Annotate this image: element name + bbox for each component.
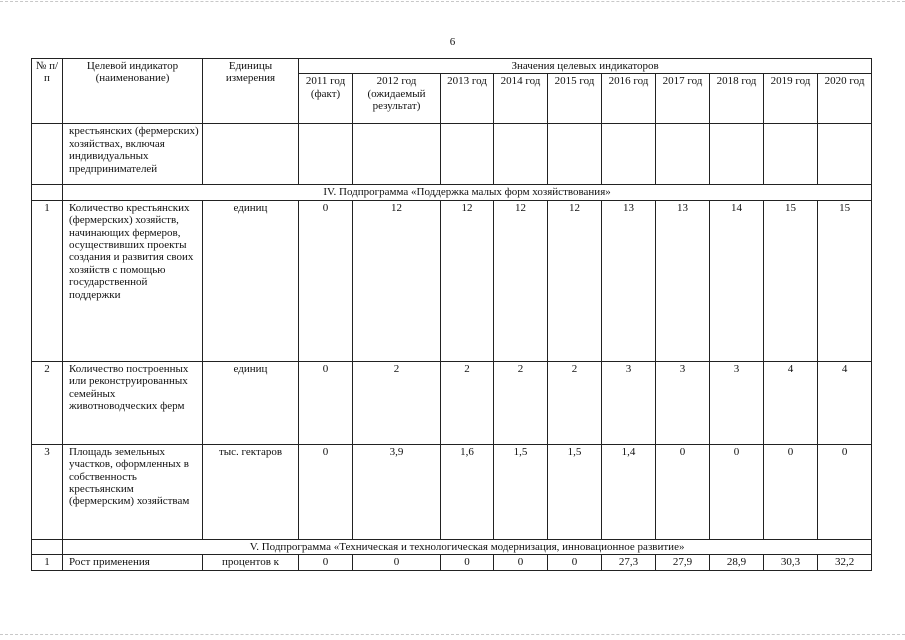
value-cell: 4 (818, 361, 872, 444)
header-year: 2020 год (818, 74, 872, 124)
section-heading-row (32, 539, 872, 554)
header-year: 2014 год (494, 74, 548, 124)
header-units: Единицы измерения (203, 59, 299, 124)
value-cell: 2 (548, 361, 602, 444)
value-cell: 30,3 (764, 555, 818, 570)
indicator-name: крестьянских (фермерских) хозяйствах, включая индивидуальных предпринимателей (63, 124, 203, 185)
table-row (32, 200, 872, 361)
scan-edge-bottom (0, 634, 905, 635)
value-cell: 0 (299, 200, 353, 361)
row-number: 1 (32, 555, 63, 570)
value-cell: 3 (602, 361, 656, 444)
indicator-units: процентов к (203, 555, 299, 570)
row-number: 2 (32, 361, 63, 444)
value-cell: 0 (656, 444, 710, 539)
value-cell: 3,9 (353, 444, 441, 539)
page-number: 6 (449, 36, 456, 48)
value-cell: 13 (656, 200, 710, 361)
indicator-units: тыс. гектаров (203, 444, 299, 539)
header-row-1 (32, 59, 872, 74)
indicator-units: единиц (203, 361, 299, 444)
indicators-table (31, 58, 872, 571)
value-cell: 3 (656, 361, 710, 444)
value-cell: 0 (548, 555, 602, 570)
value-cell: 27,9 (656, 555, 710, 570)
header-year: 2015 год (548, 74, 602, 124)
value-cell: 0 (299, 444, 353, 539)
table-row-continuation (32, 124, 872, 185)
row-num-cell (32, 124, 63, 185)
header-year: 2018 год (710, 74, 764, 124)
header-year: 2011 год (факт) (299, 74, 353, 124)
header-values-group: Значения целевых индикаторов (299, 59, 872, 74)
value-cell: 2 (353, 361, 441, 444)
table-row (32, 444, 872, 539)
value-cell: 13 (602, 200, 656, 361)
section-title: IV. Подпрограмма «Поддержка малых форм хозяйствования» (63, 185, 872, 200)
section-heading-row (32, 185, 872, 200)
value-cell: 0 (441, 555, 494, 570)
indicator-name: Рост применения (63, 555, 203, 570)
value-cell: 3 (710, 361, 764, 444)
indicator-name: Площадь земельных участков, оформленных в собственность крестьянским (фермерским) хозяйствам (63, 444, 203, 539)
indicator-name: Количество построенных или реконструированных семейных животноводческих ферм (63, 361, 203, 444)
value-cell: 2 (441, 361, 494, 444)
section-title: V. Подпрограмма «Техническая и технологическая модернизация, инновационное развитие» (63, 539, 872, 554)
header-year: 2017 год (656, 74, 710, 124)
value-cell: 1,5 (548, 444, 602, 539)
indicator-name: Количество крестьянских (фермерских) хозяйств, начинающих фермеров, осуществивших проекты создания и развития своих хозяйств с помощью государственной поддержки (63, 200, 203, 361)
value-cell: 1,5 (494, 444, 548, 539)
value-cell: 12 (548, 200, 602, 361)
value-cell: 12 (441, 200, 494, 361)
value-cell: 0 (764, 444, 818, 539)
value-cell: 0 (710, 444, 764, 539)
header-year: 2019 год (764, 74, 818, 124)
value-cell: 14 (710, 200, 764, 361)
value-cell: 27,3 (602, 555, 656, 570)
value-cell: 0 (299, 555, 353, 570)
value-cell: 0 (818, 444, 872, 539)
value-cell: 4 (764, 361, 818, 444)
value-cell: 0 (353, 555, 441, 570)
table-row (32, 555, 872, 570)
header-indicator-name: Целевой индикатор (наименование) (63, 59, 203, 124)
value-cell: 1,6 (441, 444, 494, 539)
value-cell: 12 (353, 200, 441, 361)
row-number: 1 (32, 200, 63, 361)
header-num: № п/п (32, 59, 63, 124)
value-cell: 15 (818, 200, 872, 361)
value-cell: 32,2 (818, 555, 872, 570)
indicator-units: единиц (203, 200, 299, 361)
value-cell: 28,9 (710, 555, 764, 570)
value-cell: 2 (494, 361, 548, 444)
row-number: 3 (32, 444, 63, 539)
value-cell: 12 (494, 200, 548, 361)
header-year: 2013 год (441, 74, 494, 124)
header-year: 2012 год (ожидаемый результат) (353, 74, 441, 124)
value-cell: 0 (299, 361, 353, 444)
value-cell: 0 (494, 555, 548, 570)
table-row (32, 361, 872, 444)
header-year: 2016 год (602, 74, 656, 124)
value-cell: 1,4 (602, 444, 656, 539)
scan-edge-top (0, 1, 905, 2)
value-cell: 15 (764, 200, 818, 361)
